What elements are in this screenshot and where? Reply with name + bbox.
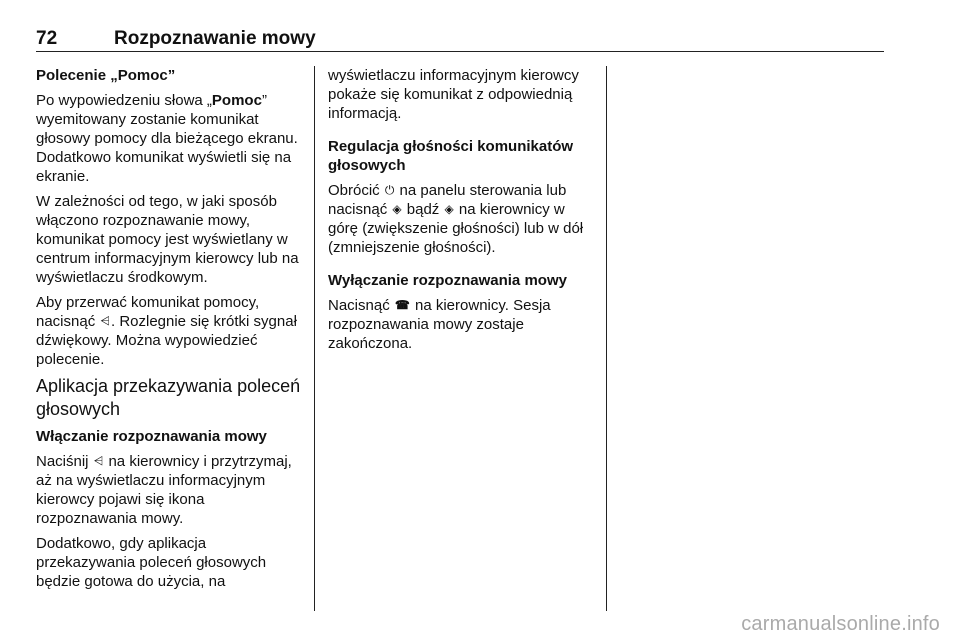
power-knob-icon: ⏻ bbox=[384, 183, 395, 197]
paragraph-enable bbox=[36, 452, 304, 528]
paragraph-interrupt bbox=[36, 293, 304, 369]
keyword-pomoc: Pomoc bbox=[211, 92, 262, 109]
page-number: 72 bbox=[36, 28, 58, 49]
text-run: na kierownicy. Sesja rozpoznawania mowy zostaje zakończona. bbox=[328, 297, 551, 352]
header-rule bbox=[36, 51, 884, 52]
text-run: Nacisnąć bbox=[328, 297, 390, 314]
volume-icon: ◈ bbox=[392, 202, 402, 216]
text-run: Naciśnij bbox=[36, 453, 89, 470]
heading-pomoc: Polecenie „Pomoc” bbox=[36, 67, 176, 84]
voice-control-icon: ⩤ bbox=[93, 454, 104, 468]
column-2 bbox=[328, 66, 596, 359]
page-header bbox=[36, 28, 884, 50]
paragraph-additionally: Dodatkowo, gdy aplikacja przekazywania poleceń głosowych będzie gotowa do użycia, na bbox=[36, 535, 267, 590]
text-run: bądź bbox=[406, 201, 440, 218]
paragraph-pomoc bbox=[36, 91, 304, 186]
text-run: Po wypowiedzeniu słowa „ bbox=[36, 92, 212, 109]
column-divider-2 bbox=[606, 66, 607, 611]
section-title: Aplikacja przekazywania poleceń głosowych bbox=[36, 376, 301, 419]
text-run: ” wyemitowany zostanie komunikat głosowy pomocy dla bieżącego ekranu. Dodatkowo komunikat wyświetli się na ekranie. bbox=[36, 92, 298, 185]
column-1 bbox=[36, 66, 304, 597]
heading-enable: Włączanie rozpoznawania mowy bbox=[36, 428, 267, 445]
hang-up-icon: ☎ bbox=[394, 298, 410, 312]
watermark: carmanualsonline.info bbox=[741, 613, 940, 635]
volume-icon: ◈ bbox=[444, 202, 454, 216]
text-run: na kierownicy w górę (zwiększenie głośności) lub w dół (zmniejszenie głośności). bbox=[328, 201, 584, 256]
paragraph-continued: wyświetlaczu informacyjnym kierowcy pokaże się komunikat z odpowiednią informacją. bbox=[328, 67, 579, 122]
chapter-title: Rozpoznawanie mowy bbox=[114, 28, 316, 49]
paragraph-volume bbox=[328, 181, 596, 257]
paragraph-help-display: W zależności od tego, w jaki sposób włączono rozpoznawanie mowy, komunikat pomocy jest wyświetlany w centrum informacyjnym kierowcy lub na wyświetlaczu środkowym. bbox=[36, 193, 299, 286]
text-run: na kierownicy i przytrzymaj, aż na wyświetlaczu informacyjnym kierowcy pojawi się ikona rozpoznawania mowy. bbox=[36, 453, 292, 527]
text-run: na panelu sterowania lub nacisnąć bbox=[328, 182, 567, 218]
voice-control-icon: ⩤ bbox=[100, 314, 110, 328]
text-run: . Rozlegnie się krótki sygnał dźwiękowy. Można wypowiedzieć polecenie. bbox=[36, 313, 297, 368]
heading-disable: Wyłączanie rozpoznawania mowy bbox=[328, 272, 567, 289]
text-run: Aby przerwać komunikat pomocy, nacisnąć bbox=[36, 294, 260, 330]
paragraph-disable bbox=[328, 296, 596, 353]
column-divider-1 bbox=[314, 66, 315, 611]
heading-volume: Regulacja głośności komunikatów głosowych bbox=[328, 138, 574, 174]
text-run: Obrócić bbox=[328, 182, 380, 199]
